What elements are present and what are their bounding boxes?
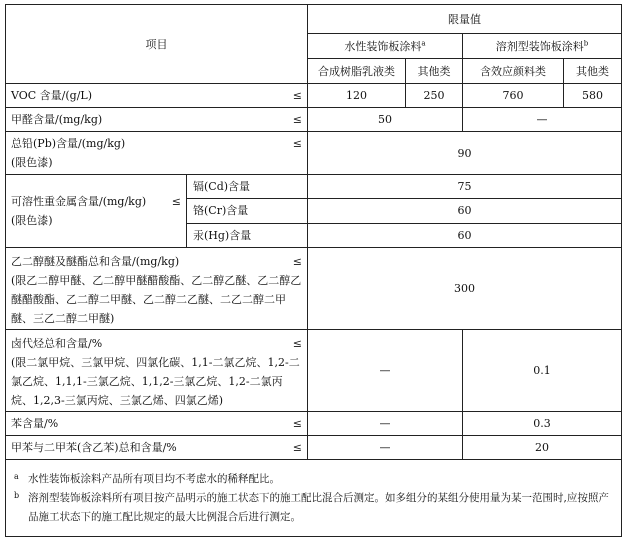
chromium-value: 60 (308, 199, 622, 223)
glycol-ethers-value: 300 (308, 248, 622, 330)
voc-other-water-value: 250 (406, 84, 463, 108)
header-limit: 限量值 (308, 5, 622, 34)
header-item: 项目 (6, 5, 308, 84)
halogenated-solvent-value: 0.1 (463, 330, 622, 412)
row-halogenated-label: 卤代烃总和含量/% ≤ (限二氯甲烷、三氯甲烷、四氯化碳、1,1-二氯乙烷、1,2-二氯乙烷、1,1,1-三氯乙烷、1,1,2-三氯乙烷、1,2-二氯丙烷、1,2,3-三氯丙烷、三氯乙烯、四氯乙烯) (6, 330, 308, 412)
footnote-b: b 溶剂型装饰板涂料所有项目按产品明示的施工状态下的施工配比混合后测定。如多组分的某组分使用量为某一范围时,应按照产品施工状态下的施工配比规定的最大比例混合后进行测定。 (14, 490, 609, 523)
row-voc-label: VOC 含量/(g/L) ≤ (6, 84, 308, 108)
header-pigment: 含效应颜料类 (463, 59, 564, 84)
halogenated-water-value: — (308, 330, 463, 412)
toluene-xylene-solvent-value: 20 (463, 436, 622, 460)
chromium-label: 铬(Cr)含量 (187, 198, 307, 222)
voc-other-solvent-value: 580 (564, 84, 622, 108)
header-solvent-group: 溶剂型装饰板涂料$^b$ (463, 34, 622, 59)
formaldehyde-solvent-value: — (463, 108, 622, 132)
voc-latex-value: 120 (308, 84, 406, 108)
benzene-water-value: — (308, 412, 463, 436)
cadmium-label: 镉(Cd)含量 (193, 180, 251, 194)
mercury-label: 汞(Hg)含量 (187, 223, 307, 247)
limit-table (5, 4, 622, 537)
row-benzene-label: 苯含量/% ≤ (6, 412, 308, 436)
header-other-water: 其他类 (406, 59, 463, 84)
footnotes (6, 460, 622, 537)
row-glycol-ethers-label: 乙二醇醚及醚酯总和含量/(mg/kg) ≤ (限乙二醇甲醚、乙二醇甲醚醋酸酯、乙二醇乙醚、乙二醇乙醚醋酸酯、乙二醇二甲醚、乙二醇二乙醚、二乙二醇二甲醚、三乙二醇二甲醚) (6, 248, 308, 330)
benzene-solvent-value: 0.3 (463, 412, 622, 436)
formaldehyde-water-value: 50 (308, 108, 463, 132)
footnote-a: a 水性装饰板涂料产品所有项目均不考虑水的稀释配比。 (14, 471, 280, 485)
header-latex: 合成树脂乳液类 (308, 59, 406, 84)
row-toluene-xylene-label: 甲苯与二甲苯(含乙苯)总和含量/% ≤ (6, 436, 308, 460)
lead-value: 90 (308, 132, 622, 175)
cadmium-value: 75 (308, 175, 622, 199)
row-formaldehyde-label: 甲醛含量/(mg/kg) ≤ (6, 108, 308, 132)
voc-pigment-value: 760 (463, 84, 564, 108)
row-lead-label: 总铅(Pb)含量/(mg/kg) ≤ (限色漆) (6, 132, 308, 175)
toluene-xylene-water-value: — (308, 436, 463, 460)
mercury-value: 60 (308, 223, 622, 247)
header-water-group: 水性装饰板涂料$^a$ (308, 34, 463, 59)
header-other-solvent: 其他类 (564, 59, 622, 84)
row-heavy-metals-label: 可溶性重金属含量/(mg/kg) ≤ (限色漆) 镉(Cd)含量 铬(Cr)含量 汞(Hg)含量 (6, 175, 308, 248)
